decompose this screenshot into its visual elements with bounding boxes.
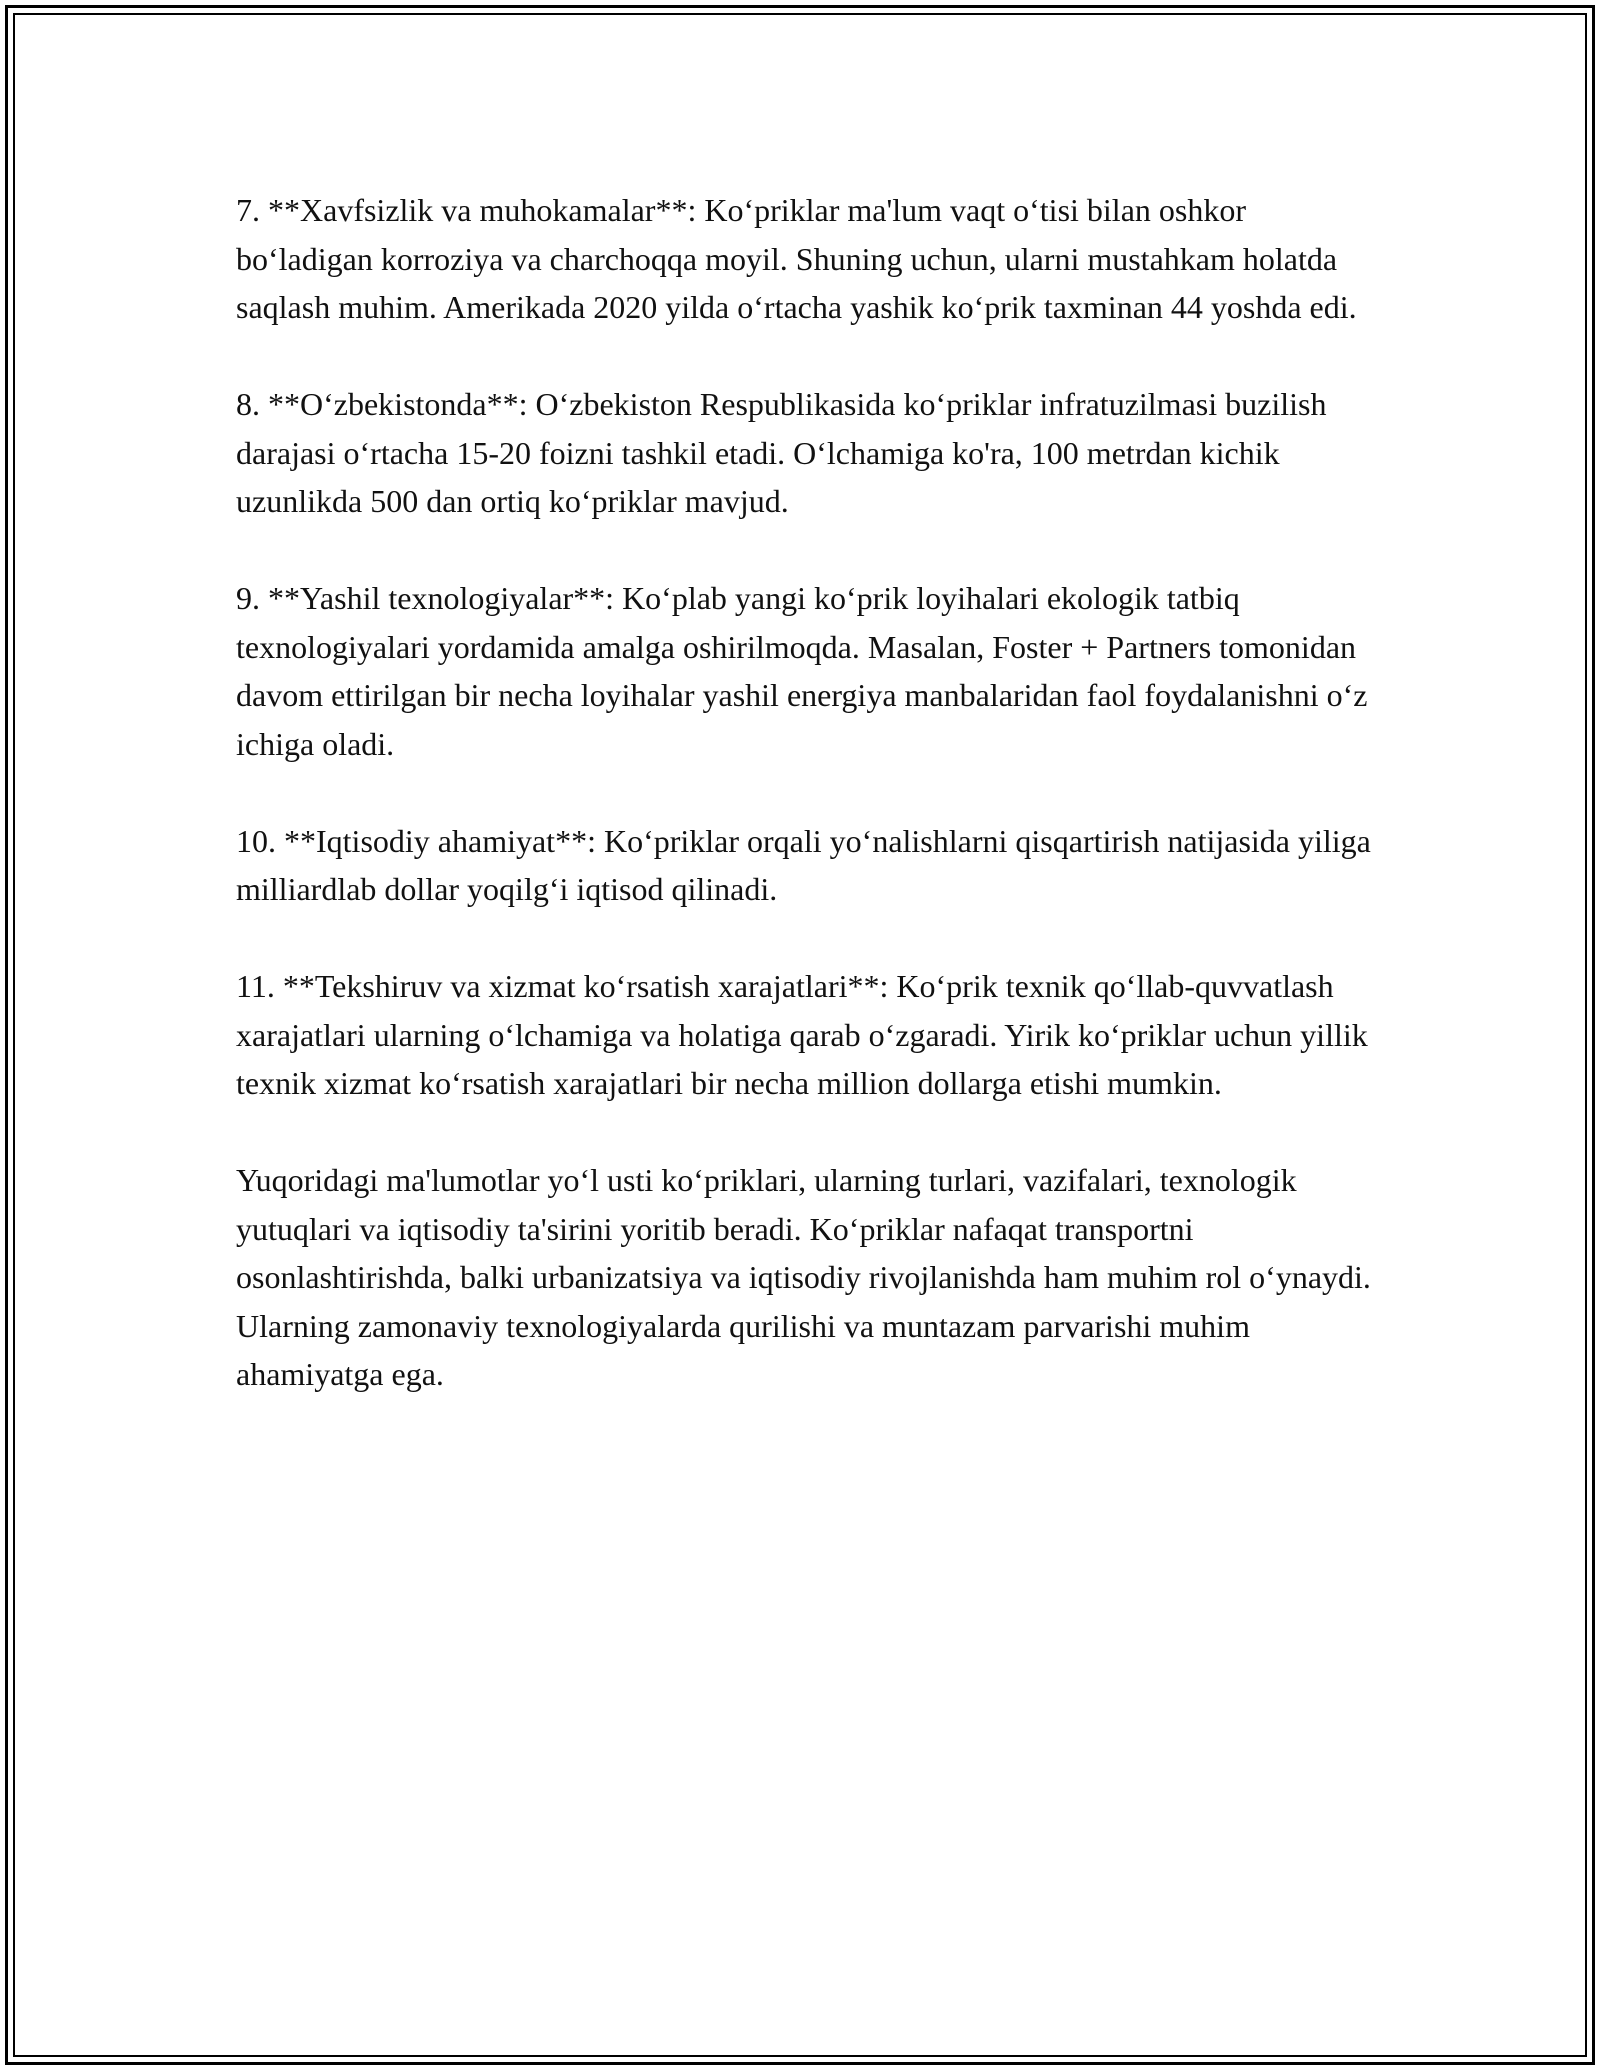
paragraph-item-7-safety: 7. **Xavfsizlik va muhokamalar**: Ko‘priklar ma'lum vaqt o‘tisi bilan oshkor bo‘ladigan korroziya va charchoqqa moyil. Shuning uchun, ularni mustahkam holatda saqlash muhim. Amerikada 2020 yilda o‘rtacha yashik ko‘prik taxminan 44 yoshda edi. xyxy=(236,192,1357,325)
document-body xyxy=(236,186,1376,1447)
paragraph-item-9-green-tech: 9. **Yashil texnologiyalar**: Ko‘plab yangi ko‘prik loyihalari ekologik tatbiq texnologiyalari yordamida amalga oshirilmoqda. Masalan, Foster + Partners tomonidan davom ettirilgan bir necha loyihalar yashil energiya manbalaridan faol foydalanishni o‘z ichiga oladi. xyxy=(236,580,1368,762)
paragraph-item-8-uzbekistan: 8. **O‘zbekistonda**: O‘zbekiston Respublikasida ko‘priklar infratuzilmasi buzilish darajasi o‘rtacha 15-20 foizni tashkil etadi. O‘lchamiga ko'ra, 100 metrdan kichik uzunlikda 500 dan ortiq ko‘priklar mavjud. xyxy=(236,386,1327,519)
paragraph-item-11-maintenance: 11. **Tekshiruv va xizmat ko‘rsatish xarajatlari**: Ko‘prik texnik qo‘llab-quvvatlash xarajatlari ularning o‘lchamiga va holatiga qarab o‘zgaradi. Yirik ko‘priklar uchun yillik texnik xizmat ko‘rsatish xarajatlari bir necha million dollarga etishi mumkin. xyxy=(236,968,1368,1101)
paragraph-conclusion: Yuqoridagi ma'lumotlar yo‘l usti ko‘priklari, ularning turlari, vazifalari, texnologik yutuqlari va iqtisodiy ta'sirini yoritib beradi. Ko‘priklar nafaqat transportni osonlashtirishda, balki urbanizatsiya va iqtisodiy rivojlanishda ham muhim rol o‘ynaydi. Ularning zamonaviy texnologiyalarda qurilishi va muntazam parvarishi muhim ahamiyatga ega. xyxy=(236,1162,1371,1392)
paragraph-item-10-economic: 10. **Iqtisodiy ahamiyat**: Ko‘priklar orqali yo‘nalishlarni qisqartirish natijasida yiliga milliardlab dollar yoqilg‘i iqtisod qilinadi. xyxy=(236,822,1371,907)
